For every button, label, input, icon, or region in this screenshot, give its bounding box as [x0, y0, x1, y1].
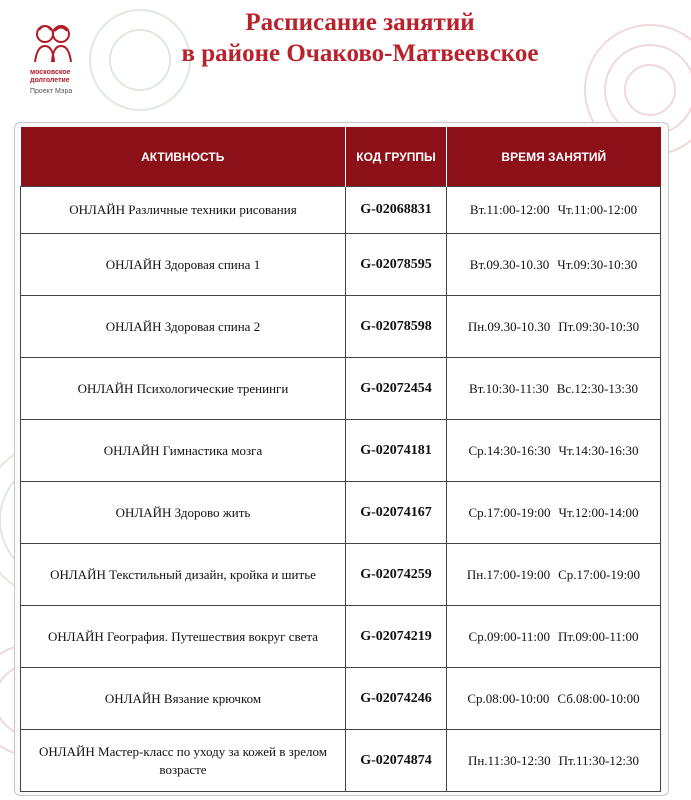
moscow-longevity-logo [30, 20, 100, 120]
time-slot: Пт.09:30-10:30 [558, 318, 640, 334]
group-code-cell: G-02074219 [346, 606, 447, 668]
header-group-code: КОД ГРУППЫ [346, 127, 447, 187]
time-cell [447, 234, 661, 296]
group-code-cell: G-02074181 [346, 420, 447, 482]
elderly-couple-icon [30, 20, 76, 64]
table-row [21, 730, 661, 792]
time-slot: Ср.08:00-10:00 [467, 690, 550, 706]
activity-cell: ОНЛАЙН География. Путешествия вокруг света [21, 606, 346, 668]
table-row [21, 420, 661, 482]
time-slot: Чт.12:00-14:00 [558, 504, 639, 520]
time-slot: Чт.09:30-10:30 [557, 256, 638, 272]
table-row [21, 606, 661, 668]
activity-cell: ОНЛАЙН Различные техники рисования [21, 187, 346, 234]
time-slot: Ср.14:30-16:30 [468, 442, 551, 458]
time-cell [447, 544, 661, 606]
activity-cell: ОНЛАЙН Психологические тренинги [21, 358, 346, 420]
time-cell [447, 730, 661, 792]
time-slot: Чт.14:30-16:30 [558, 442, 639, 458]
activity-cell: ОНЛАЙН Здоровая спина 1 [21, 234, 346, 296]
title-line-2: в районе Очаково-Матвеевское [181, 40, 539, 67]
title-line-1: Расписание занятий [245, 9, 475, 36]
time-slot: Ср.09:00-11:00 [468, 628, 551, 644]
time-cell [447, 668, 661, 730]
activity-cell: ОНЛАЙН Гимнастика мозга [21, 420, 346, 482]
group-code-cell: G-02074246 [346, 668, 447, 730]
group-code-cell: G-02074259 [346, 544, 447, 606]
logo-title: московское долголетие [30, 69, 71, 84]
table-row [21, 482, 661, 544]
table-row [21, 358, 661, 420]
time-slot: Чт.11:00-12:00 [557, 202, 638, 217]
time-cell [447, 420, 661, 482]
time-slot: Сб.08:00-10:00 [557, 690, 640, 706]
header-activity: АКТИВНОСТЬ [21, 127, 346, 187]
time-slot: Вт.11:00-12:00 [469, 202, 550, 217]
time-slot: Вс.12:30-13:30 [556, 380, 638, 396]
table-row [21, 668, 661, 730]
activity-cell: ОНЛАЙН Здорово жить [21, 482, 346, 544]
table-row [21, 234, 661, 296]
table-row [21, 296, 661, 358]
group-code-cell: G-02072454 [346, 358, 447, 420]
time-slot: Ср.17:00-19:00 [468, 504, 551, 520]
group-code-cell: G-02078598 [346, 296, 447, 358]
time-slot: Вт.10:30-11:30 [469, 380, 549, 396]
group-code-cell: G-02078595 [346, 234, 447, 296]
time-slot: Пн.17:00-19:00 [466, 566, 551, 582]
table-row [21, 187, 661, 234]
time-cell [447, 187, 661, 234]
time-slot: Пн.11:30-12:30 [467, 752, 551, 768]
activity-cell: ОНЛАЙН Мастер-класс по уходу за кожей в зрелом возрасте [21, 730, 346, 792]
time-slot: Вт.09.30-10.30 [469, 256, 550, 272]
schedule-table [20, 127, 661, 792]
time-slot: Ср.17:00-19:00 [558, 566, 641, 582]
header-time: ВРЕМЯ ЗАНЯТИЙ [447, 127, 661, 187]
group-code-cell: G-02074167 [346, 482, 447, 544]
time-slot: Пт.11:30-12:30 [558, 752, 640, 768]
time-cell [447, 606, 661, 668]
time-cell [447, 296, 661, 358]
activity-cell: ОНЛАЙН Здоровая спина 2 [21, 296, 346, 358]
table-row [21, 544, 661, 606]
time-cell [447, 482, 661, 544]
activity-cell: ОНЛАЙН Текстильный дизайн, кройка и шитье [21, 544, 346, 606]
group-code-cell: G-02074874 [346, 730, 447, 792]
group-code-cell: G-02068831 [346, 187, 447, 234]
page-title [150, 7, 570, 69]
logo-subtitle: Проект Мэра [30, 88, 73, 95]
time-slot: Пн.09.30-10.30 [467, 318, 551, 334]
time-cell [447, 358, 661, 420]
time-slot: Пт.09:00-11:00 [558, 628, 639, 644]
activity-cell: ОНЛАЙН Вязание крючком [21, 668, 346, 730]
table-header-row [21, 127, 661, 187]
